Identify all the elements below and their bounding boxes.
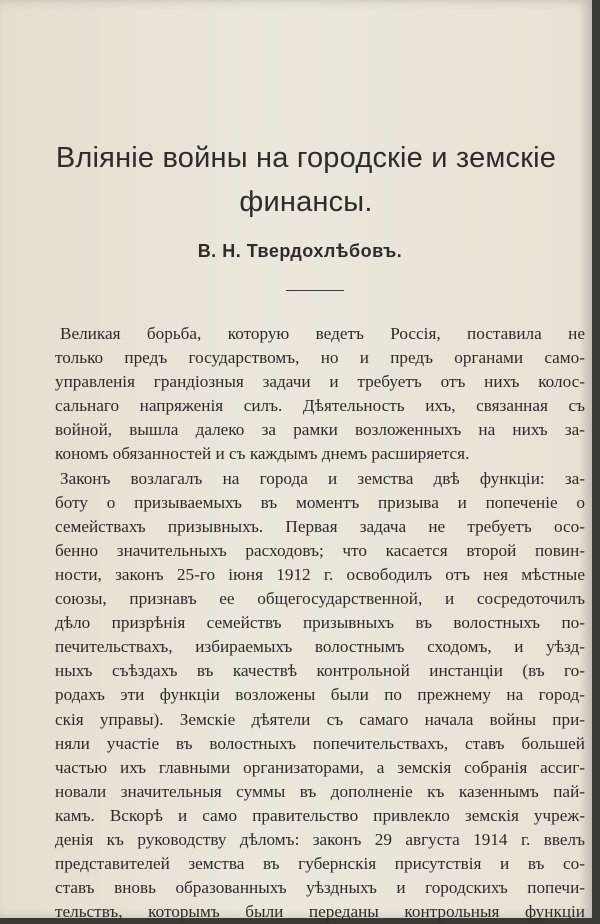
body-line: новали значительныя суммы въ дополненіе къ казеннымъ пай- bbox=[55, 781, 585, 801]
body-line: ности, законъ 25-го іюня 1912 г. освободилъ отъ нея мѣстные bbox=[55, 564, 585, 584]
article-title-line-1: Влiянiе войны на городскiе и земскiе bbox=[55, 142, 557, 174]
body-line: сальнаго напряженія силъ. Дѣятельность ихъ, связанная съ bbox=[55, 396, 585, 416]
section-divider bbox=[286, 290, 344, 291]
article-body bbox=[55, 322, 585, 924]
body-line: войной, вышла далеко за рамки возложенныхъ на нихъ за- bbox=[55, 420, 585, 440]
body-line: частью ихъ главными организаторами, а земскія собранія ассиг- bbox=[55, 757, 585, 777]
body-line: няли участіе въ волостныхъ попечительствахъ, ставъ большей bbox=[55, 733, 585, 753]
body-line: бенно значительныхъ расходовъ; что касается второй повин- bbox=[55, 540, 585, 560]
body-line: ныхъ съѣздахъ въ качествѣ контрольной инстанціи (въ го- bbox=[55, 661, 585, 681]
body-line: союзы, признавъ ее общегосударственной, и сосредоточилъ bbox=[55, 589, 585, 609]
body-line: Великая борьба, которую ведетъ Россія, поставила не bbox=[60, 324, 585, 343]
article-title bbox=[0, 136, 600, 224]
body-line: родахъ эти функціи возложены были по прежнему на город- bbox=[55, 685, 585, 705]
body-line: ставъ вновь образованныхъ уѣздныхъ и городскихъ попечи- bbox=[55, 878, 585, 898]
body-line: семействахъ призывныхъ. Первая задача не требуетъ осо- bbox=[55, 516, 585, 536]
article-author: В. Н. Твердохлѣбовъ. bbox=[197, 241, 403, 261]
body-line: печительствахъ, избираемыхъ волостнымъ сходомъ, и уѣзд- bbox=[55, 637, 585, 657]
body-line: Законъ возлагалъ на города и земства двѣ функціи: за- bbox=[60, 468, 585, 488]
body-line: денія къ руководству дѣломъ: законъ 29 августа 1914 г. ввелъ bbox=[55, 829, 585, 849]
body-line: управленія грандіозныя задачи и требуетъ отъ нихъ колос- bbox=[55, 372, 585, 392]
body-line: дѣло призрѣнія семействъ призывныхъ въ волостныхъ по- bbox=[55, 613, 585, 633]
body-line: представителей земства въ губернскія присутствія и въ со- bbox=[55, 854, 585, 874]
body-line: боту о призываемыхъ въ моментъ призыва и попеченіе о bbox=[55, 492, 585, 512]
body-line: кономъ обязанностей и съ каждымъ днемъ расширяется. bbox=[55, 444, 470, 464]
body-line: камъ. Вскорѣ и само правительство привлекло земскія учреж- bbox=[55, 805, 585, 825]
article-title-line-2: финансы. bbox=[239, 186, 373, 218]
body-line: тельствъ, которымъ были переданы контрольныя функціи bbox=[55, 902, 585, 922]
body-line: только предъ государствомъ, но и предъ органами само- bbox=[55, 348, 585, 368]
body-line: скія управы). Земскіе дѣятели съ самаго начала войны при- bbox=[55, 709, 585, 729]
